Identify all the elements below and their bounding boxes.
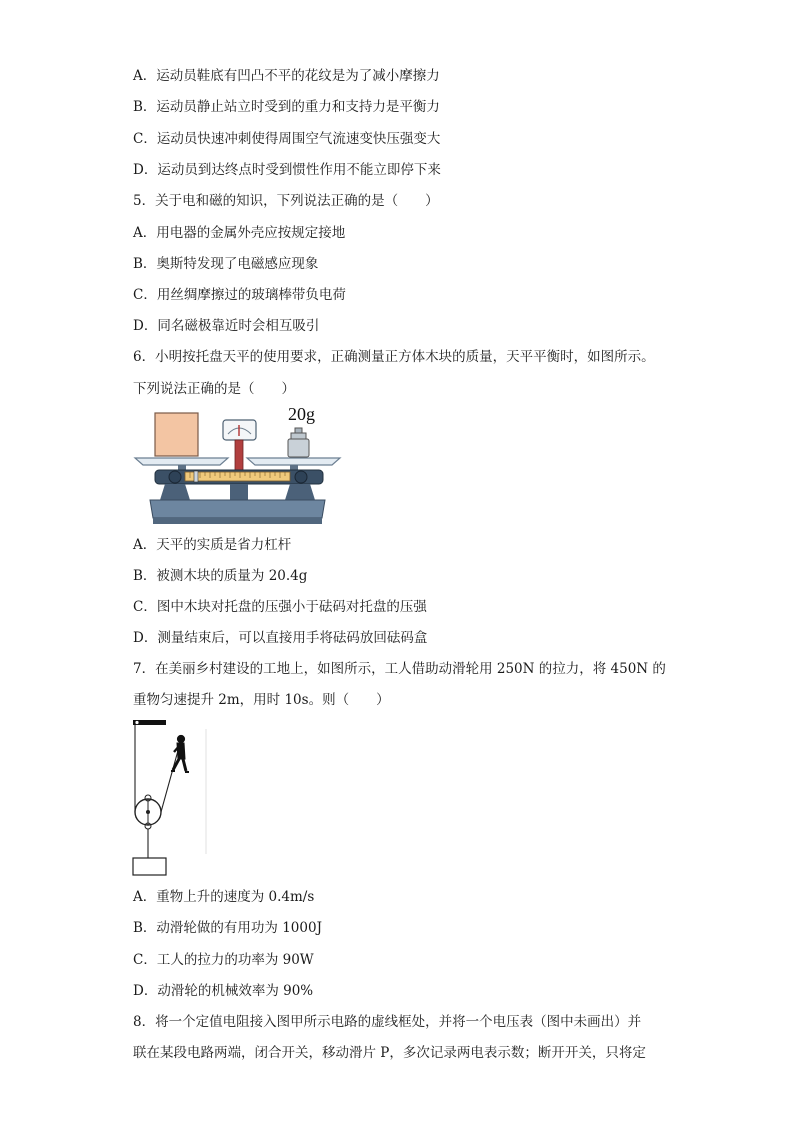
- q7-option-a: A．重物上升的速度为 0.4m/s: [133, 889, 315, 905]
- q6-option-a: A．天平的实质是省力杠杆: [133, 537, 292, 553]
- q4-option-c: C．运动员快速冲刺使得周围空气流速变快压强变大: [133, 131, 441, 147]
- pull-rope: [161, 747, 179, 812]
- wooden-block: [155, 413, 198, 456]
- q6-option-b: B．被测木块的质量为 20.4g: [133, 568, 308, 584]
- weight-20g: [288, 428, 309, 457]
- q6-stem-line1: 6．小明按托盘天平的使用要求，正确测量正方体木块的质量，天平平衡时，如图所示。: [133, 349, 655, 365]
- scale-dial: [223, 420, 256, 440]
- balance-figure: [130, 400, 345, 528]
- worker-icon: [171, 735, 189, 772]
- q7-stem-line1: 7．在美丽乡村建设的工地上，如图所示，工人借助动滑轮用 250N 的拉力，将 450N 的: [133, 661, 666, 677]
- pulley-figure: [128, 714, 223, 880]
- q4-option-b: B．运动员静止站立时受到的重力和支持力是平衡力: [133, 99, 440, 115]
- q5-option-a: A．用电器的金属外壳应按规定接地: [133, 225, 346, 241]
- rider: [194, 471, 198, 482]
- weight-label: 20g: [288, 404, 315, 424]
- q8-line1: 8．将一个定值电阻接入图甲所示电路的虚线框处，并将一个电压表（图中未画出）并: [133, 1014, 642, 1030]
- q5-option-d: D．同名磁极靠近时会相互吸引: [133, 318, 320, 334]
- q4-option-d: D．运动员到达终点时受到惯性作用不能立即停下来: [133, 162, 441, 178]
- q4-option-a: A．运动员鞋底有凹凸不平的花纹是为了减小摩擦力: [133, 68, 440, 84]
- q6-stem-line2: 下列说法正确的是（ ）: [133, 381, 295, 397]
- left-pan: [135, 458, 228, 465]
- q5-stem: 5．关于电和磁的知识，下列说法正确的是（ ）: [133, 193, 439, 209]
- q8-line2: 联在某段电路两端，闭合开关，移动滑片 P，多次记录两电表示数；断开开关，只将定: [133, 1045, 646, 1061]
- beam-ruler: [185, 472, 290, 481]
- q6-option-c: C．图中木块对托盘的压强小于砝码对托盘的压强: [133, 599, 427, 615]
- q7-option-d: D．动滑轮的机械效率为 90%: [133, 983, 314, 999]
- right-pan: [247, 458, 340, 465]
- pointer-column: [235, 440, 243, 472]
- load-box: [133, 858, 166, 875]
- q5-option-b: B．奥斯特发现了电磁感应现象: [133, 256, 319, 272]
- q7-stem-line2: 重物匀速提升 2m，用时 10s。则（ ）: [133, 692, 390, 708]
- q5-option-c: C．用丝绸摩擦过的玻璃棒带负电荷: [133, 287, 346, 303]
- q7-option-c: C．工人的拉力的功率为 90W: [133, 952, 314, 968]
- balance-base: [150, 500, 325, 518]
- q7-option-b: B．动滑轮做的有用功为 1000J: [133, 920, 322, 936]
- q6-option-d: D．测量结束后，可以直接用手将砝码放回砝码盒: [133, 630, 428, 646]
